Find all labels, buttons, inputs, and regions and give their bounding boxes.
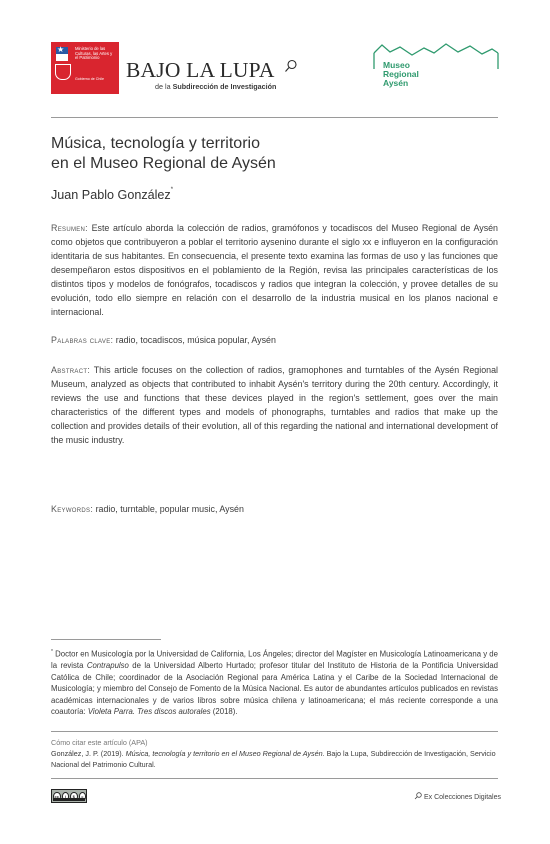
author-name <box>51 188 173 202</box>
series-subtitle <box>155 82 276 91</box>
footnote-text-2: de la Universidad Alberto Hurtado; profesor titular del Instituto de Historia de la Pontificia Universidad Católica de Chile; coordinador de la Asociación Regional para América Latina y el Caribe de la Sociedad Internacional de Musicología; y miembro del Consejo de Fomento de la Música Nacional. Es autor de abundantes artículos publicados en revistas académicas internacionales y de varios libros sobre música chilena y latinoamericana; el más reciente corresponde a una coautoría: <box>51 661 499 717</box>
series-title: BAJO LA LUPA <box>126 58 275 82</box>
citation-suffix: Bajo la Lupa, Subdirección de Investigación, Servicio Nacional del Patrimonio Cultural. <box>51 749 496 769</box>
keywords-en <box>51 502 498 516</box>
ministry-name: Ministerio de las Culturas, las Artes y el Patrimonio <box>75 46 113 61</box>
footnote-mark: * <box>51 649 53 655</box>
collections-link[interactable] <box>414 792 501 801</box>
header-divider <box>51 117 498 118</box>
series-subtitle-bold: Subdirección de Investigación <box>172 82 277 91</box>
citation-prefix: González, J. P. (2019). <box>51 749 126 758</box>
footnote-journal: Contrapulso <box>86 661 129 671</box>
footnote-text-1: Doctor en Musicología por la Universidad de California, Los Ángeles; director del Magíster en Musicología Latinoamericana y de la revista <box>51 649 498 671</box>
chile-flag-icon: ★ <box>51 42 75 94</box>
abstract-en <box>51 363 498 447</box>
keywords-es <box>51 333 498 347</box>
nc-icon: $ <box>70 792 78 801</box>
footer-divider <box>51 778 498 779</box>
museum-logo-text: Museo Regional Aysén <box>383 60 419 88</box>
citation-top-divider <box>51 731 498 732</box>
government-name: Gobierno de Chile <box>75 76 104 81</box>
abstract-es-text: Este artículo aborda la colección de radios, gramófonos y tocadiscos del Museo Regional de Aysén como objetos que contribuyeron a poblar el territorio aysenino durante el siglo xx e influyeron en la configuración identitaria de sus habitantes. En consecuencia, el presente texto examina las formas de uso y las funciones que desempeñaron estos dispositivos en el poblamiento de la Región, revisa las principales características de los distintos tipos y modelos de fonógrafos, tocadiscos y radios que integran la colección, y provee detalles de su evolución, todo ello siempre en relación con el desarrollo de la industria musical en los planos nacional e internacional. <box>51 223 498 317</box>
keywords-es-text: radio, tocadiscos, música popular, Aysén <box>115 335 276 345</box>
footnote-text-3: (2018). <box>210 707 238 717</box>
cc-icon: cc <box>54 793 59 799</box>
keywords-es-label: Palabras clave: <box>51 335 114 345</box>
article-title: Música, tecnología y territorio en el Museo Regional de Aysén <box>51 135 276 172</box>
keywords-en-text: radio, turntable, popular music, Aysén <box>95 504 244 514</box>
collections-text: Colecciones Digitales <box>434 794 501 801</box>
collections-prefix: Ex <box>423 794 433 801</box>
magnifier-icon <box>284 59 298 73</box>
abstract-es-label: Resumen: <box>51 223 88 233</box>
author-text: Juan Pablo González <box>51 188 171 202</box>
citation-label: Cómo citar este artículo (APA) <box>51 738 148 747</box>
magnifier-icon <box>414 792 422 800</box>
creative-commons-license-icon[interactable] <box>51 789 87 803</box>
footnote-divider <box>51 639 161 640</box>
by-icon: i <box>62 792 70 801</box>
nd-icon: = <box>79 792 87 801</box>
citation-text <box>51 748 498 770</box>
series-subtitle-prefix: de la <box>155 82 171 91</box>
coat-of-arms-icon <box>55 64 71 80</box>
author-footnote-mark[interactable]: * <box>170 187 174 193</box>
footnote-book: Violeta Parra. Tres discos autorales <box>87 707 211 717</box>
keywords-en-label: Keywords: <box>51 504 94 514</box>
abstract-en-label: Abstract: <box>51 365 91 375</box>
abstract-en-text: This article focuses on the collection of radios, gramophones and turntables of the Aysén Regional Museum, analyzed as objects that contributed to inhabit Aysén's territory during the 20th century. Accordingly, it reviews the use and functions that these devices played in the region's settlement, goes over the main characteristics of the different types and models of phonographs, turntables and radios that make up the collection and provides details of their evolution, all of this regarding the national and international development of the music industry. <box>51 365 498 445</box>
author-footnote <box>51 647 498 718</box>
government-logo <box>51 42 119 94</box>
citation-title: Música, tecnología y territorio en el Museo Regional de Aysén. <box>125 749 325 758</box>
abstract-es <box>51 221 498 319</box>
